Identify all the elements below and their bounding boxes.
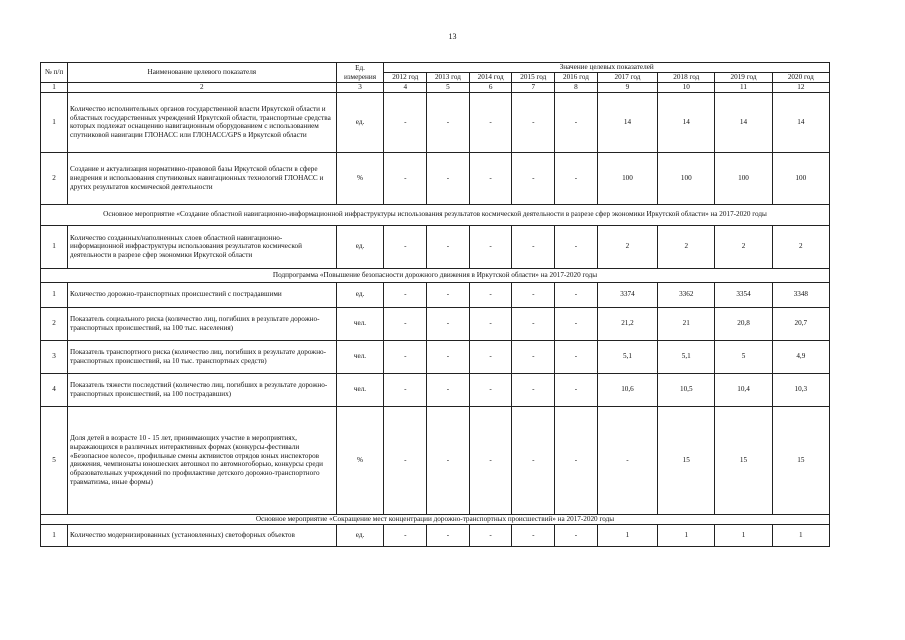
indicator-value: 3348	[772, 282, 829, 307]
header-column-number: 12	[772, 83, 829, 93]
indicator-value: 10,3	[772, 373, 829, 406]
indicator-value: 1	[597, 524, 657, 546]
indicator-value: 10,4	[715, 373, 772, 406]
indicator-value: -	[469, 524, 512, 546]
indicator-value: -	[469, 307, 512, 340]
row-number: 2	[41, 307, 68, 340]
indicator-value: -	[469, 225, 512, 268]
indicator-value: -	[427, 282, 470, 307]
indicator-value: 1	[658, 524, 715, 546]
header-column-number: 3	[336, 83, 384, 93]
indicator-value: 14	[597, 92, 657, 152]
indicator-name: Показатель тяжести последствий (количество лиц, погибших в результате дорожно-транспортных происшествий, на 100 пострадавших)	[68, 373, 337, 406]
table-row	[41, 373, 830, 406]
indicator-value: 2	[658, 225, 715, 268]
indicator-value: -	[555, 340, 598, 373]
unit-of-measure: %	[336, 406, 384, 514]
section-row	[41, 268, 830, 282]
header-unit: Ед. измерения	[336, 63, 384, 83]
row-number: 1	[41, 524, 68, 546]
indicator-value: -	[469, 373, 512, 406]
header-name: Наименование целевого показателя	[68, 63, 337, 83]
unit-of-measure: ед.	[336, 524, 384, 546]
indicator-value: 100	[772, 152, 829, 204]
indicator-value: 100	[658, 152, 715, 204]
indicator-value: 2	[715, 225, 772, 268]
header-year: 2014 год	[469, 73, 512, 83]
indicator-value: -	[427, 92, 470, 152]
header-column-number: 2	[68, 83, 337, 93]
unit-of-measure: чел.	[336, 340, 384, 373]
indicator-name: Показатель транспортного риска (количество лиц, погибших в результате дорожно-транспортных происшествий, на 10 тыс. транспортных средств)	[68, 340, 337, 373]
unit-of-measure: чел.	[336, 307, 384, 340]
indicator-value: -	[427, 152, 470, 204]
indicator-value: -	[427, 340, 470, 373]
header-year: 2015 год	[512, 73, 555, 83]
header-year: 2013 год	[427, 73, 470, 83]
indicator-value: 100	[715, 152, 772, 204]
indicator-name: Количество модернизированных (установленных) светофорных объектов	[68, 524, 337, 546]
indicator-value: -	[512, 152, 555, 204]
header-year: 2017 год	[597, 73, 657, 83]
indicator-value: -	[597, 406, 657, 514]
indicator-value: -	[427, 406, 470, 514]
indicator-value: -	[512, 307, 555, 340]
indicator-value: -	[384, 406, 427, 514]
section-title: Основное мероприятие «Сокращение мест концентрации дорожно-транспортных происшествий» на 2017-2020 годы	[41, 514, 830, 524]
indicator-value: -	[555, 92, 598, 152]
row-number: 4	[41, 373, 68, 406]
indicator-value: -	[555, 406, 598, 514]
header-num: № п/п	[41, 63, 68, 83]
row-number: 3	[41, 340, 68, 373]
header-column-number: 9	[597, 83, 657, 93]
header-column-number: 1	[41, 83, 68, 93]
indicator-value: -	[512, 225, 555, 268]
target-indicators-table	[40, 62, 830, 547]
unit-of-measure: %	[336, 152, 384, 204]
indicator-value: 14	[715, 92, 772, 152]
table-row	[41, 307, 830, 340]
header-year: 2020 год	[772, 73, 829, 83]
indicator-value: 5	[715, 340, 772, 373]
header-values-title: Значение целевых показателей	[384, 63, 830, 73]
indicator-value: 10,6	[597, 373, 657, 406]
indicator-value: 4,9	[772, 340, 829, 373]
section-row	[41, 514, 830, 524]
table-row	[41, 225, 830, 268]
indicator-value: 3362	[658, 282, 715, 307]
indicator-value: 20,7	[772, 307, 829, 340]
indicator-value: -	[555, 225, 598, 268]
header-year: 2012 год	[384, 73, 427, 83]
indicator-value: -	[427, 225, 470, 268]
indicator-value: -	[384, 340, 427, 373]
unit-of-measure: ед.	[336, 225, 384, 268]
table-row	[41, 340, 830, 373]
indicator-name: Количество исполнительных органов государственной власти Иркутской области и областных государственных учреждений Иркутской области, транспортные средства которых подлежат оснащению навигационным оборудованием с использованием спутниковой навигации ГЛОНАСС или ГЛОНАСС/GPS в Иркутской области	[68, 92, 337, 152]
indicator-value: 10,5	[658, 373, 715, 406]
indicator-value: 14	[772, 92, 829, 152]
table-row	[41, 406, 830, 514]
table-row	[41, 92, 830, 152]
row-number: 1	[41, 92, 68, 152]
header-column-number: 11	[715, 83, 772, 93]
indicator-value: -	[469, 406, 512, 514]
indicator-value: -	[427, 524, 470, 546]
indicator-value: 14	[658, 92, 715, 152]
indicator-value: 15	[658, 406, 715, 514]
indicator-value: 1	[772, 524, 829, 546]
indicator-value: -	[512, 406, 555, 514]
indicator-value: 21	[658, 307, 715, 340]
indicator-value: -	[555, 307, 598, 340]
unit-of-measure: ед.	[336, 282, 384, 307]
indicator-value: -	[555, 282, 598, 307]
indicator-value: -	[469, 92, 512, 152]
header-column-number: 7	[512, 83, 555, 93]
header-column-number: 5	[427, 83, 470, 93]
indicator-value: 3354	[715, 282, 772, 307]
indicator-name: Доля детей в возрасте 10 - 15 лет, принимающих участие в мероприятиях, выражающихся в различных интерактивных формах (конкурсы-фестивали «Безопасное колесо», профильные смены активистов отрядов юных инспекторов движения, чемпионаты юношеских автошкол по автомногоборью, конкурсы среди образовательных учреждений по профилактике детского дорожно-транспортного травматизма, иные формы)	[68, 406, 337, 514]
indicator-value: -	[384, 92, 427, 152]
indicator-value: -	[512, 373, 555, 406]
header-column-number: 8	[555, 83, 598, 93]
indicator-value: -	[384, 282, 427, 307]
indicator-value: -	[384, 225, 427, 268]
indicator-value: 21,2	[597, 307, 657, 340]
indicator-name: Количество созданных/наполненных слоев областной навигационно-информационной инфраструктуры использования результатов космической деятельности в разрезе сфер экономики Иркутской области	[68, 225, 337, 268]
header-column-number: 10	[658, 83, 715, 93]
indicator-value: -	[384, 152, 427, 204]
header-year: 2016 год	[555, 73, 598, 83]
indicator-value: 2	[597, 225, 657, 268]
indicator-value: -	[555, 152, 598, 204]
indicator-value: -	[512, 340, 555, 373]
header-year: 2018 год	[658, 73, 715, 83]
indicator-value: 15	[715, 406, 772, 514]
indicator-value: 5,1	[597, 340, 657, 373]
indicator-value: -	[512, 92, 555, 152]
indicator-value: 2	[772, 225, 829, 268]
indicator-value: -	[384, 373, 427, 406]
indicator-value: -	[427, 373, 470, 406]
indicator-value: -	[384, 307, 427, 340]
unit-of-measure: ед.	[336, 92, 384, 152]
indicator-value: 20,8	[715, 307, 772, 340]
indicator-name: Количество дорожно-транспортных происшествий с пострадавшими	[68, 282, 337, 307]
indicator-value: -	[384, 524, 427, 546]
indicator-value: -	[512, 282, 555, 307]
indicator-value: -	[469, 152, 512, 204]
header-column-number: 4	[384, 83, 427, 93]
header-column-number: 6	[469, 83, 512, 93]
header-year: 2019 год	[715, 73, 772, 83]
indicator-value: -	[512, 524, 555, 546]
indicator-value: 3374	[597, 282, 657, 307]
row-number: 1	[41, 282, 68, 307]
indicator-value: -	[555, 373, 598, 406]
section-title: Подпрограмма «Повышение безопасности дорожного движения в Иркутской области» на 2017-2020 годы	[41, 268, 830, 282]
indicator-value: -	[469, 340, 512, 373]
row-number: 1	[41, 225, 68, 268]
section-row	[41, 204, 830, 225]
indicator-name: Показатель социального риска (количество лиц, погибших в результате дорожно-транспортных происшествий, на 100 тыс. населения)	[68, 307, 337, 340]
indicator-value: -	[555, 524, 598, 546]
table-row	[41, 152, 830, 204]
indicator-value: 100	[597, 152, 657, 204]
indicator-value: 5,1	[658, 340, 715, 373]
indicator-value: -	[469, 282, 512, 307]
unit-of-measure: чел.	[336, 373, 384, 406]
indicator-name: Создание и актуализация нормативно-правовой базы Иркутской области в сфере внедрения и использования спутниковых навигационных технологий ГЛОНАСС и других результатов космической деятельности	[68, 152, 337, 204]
table-row	[41, 282, 830, 307]
section-title: Основное мероприятие «Создание областной навигационно-информационной инфраструктуры использования результатов космической деятельности в разрезе сфер экономики Иркутской области» на 2017-2020 годы	[41, 204, 830, 225]
indicator-value: 1	[715, 524, 772, 546]
table-row	[41, 524, 830, 546]
row-number: 5	[41, 406, 68, 514]
row-number: 2	[41, 152, 68, 204]
page-number: 13	[448, 32, 457, 41]
indicator-value: 15	[772, 406, 829, 514]
indicator-value: -	[427, 307, 470, 340]
